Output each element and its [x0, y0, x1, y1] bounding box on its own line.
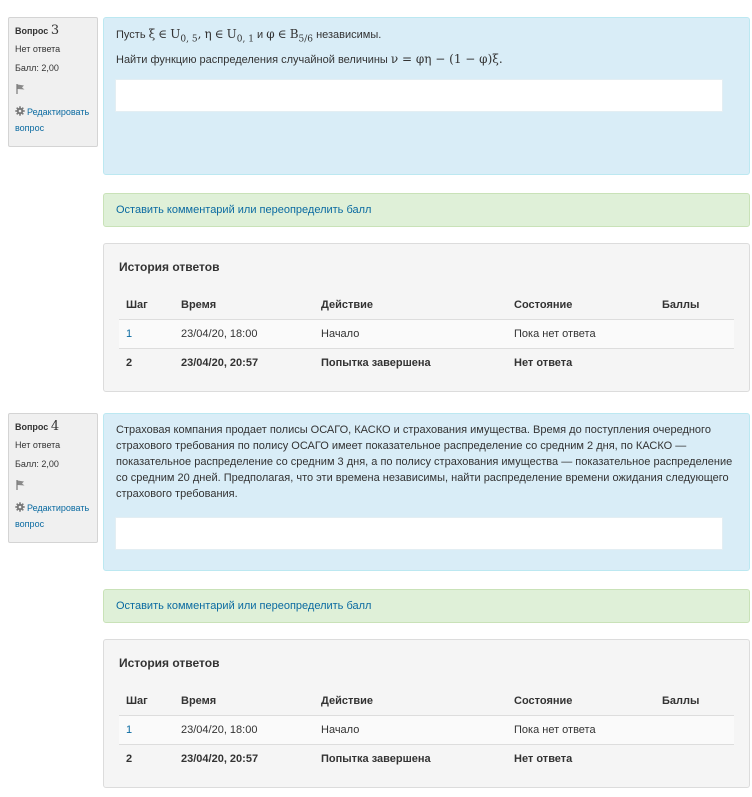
math-U05: [170, 27, 198, 45]
text-word: Пусть: [116, 29, 146, 41]
text-word: и: [257, 29, 264, 41]
edit-question-link[interactable]: [15, 500, 97, 532]
history-header-row: [119, 687, 734, 716]
col-marks: Баллы: [662, 695, 700, 707]
cell-state: Пока нет ответа: [507, 320, 655, 349]
math-xi: ξ: [148, 27, 156, 41]
question-info-4: [8, 413, 98, 543]
gear-icon: [15, 105, 25, 115]
comment-override-link[interactable]: Оставить комментарий или переопределить балл: [116, 600, 372, 612]
col-action: Действие: [321, 299, 373, 311]
question-number: [15, 24, 97, 37]
col-step: Шаг: [126, 695, 148, 707]
flag-icon[interactable]: [15, 83, 27, 95]
question-label: Вопрос: [15, 26, 49, 36]
comment-override-link[interactable]: Оставить комментарий или переопределить балл: [116, 204, 372, 216]
question-text-line-1: [116, 26, 737, 47]
math-in: ∈: [158, 27, 168, 41]
question-text: [116, 422, 737, 502]
question-text-line-2: [116, 51, 737, 68]
history-table: [119, 687, 734, 773]
math-in: ∈: [277, 27, 287, 41]
table-row: [119, 320, 734, 349]
math-B-letter: B: [289, 27, 299, 41]
cell-marks: [655, 349, 734, 378]
gear-icon: [15, 501, 25, 511]
col-time: Время: [181, 299, 217, 311]
step-link[interactable]: 1: [126, 328, 133, 340]
col-state: Состояние: [514, 695, 573, 707]
step-link[interactable]: 1: [126, 724, 133, 736]
question-state: Нет ответа: [15, 44, 61, 54]
col-time: Время: [181, 695, 217, 707]
math-sub: 5/6: [298, 34, 313, 45]
cell-step: [119, 716, 174, 745]
question-content-4: [103, 413, 750, 571]
comment-box-3: [103, 193, 750, 227]
question-state: Нет ответа: [15, 440, 61, 450]
table-row: [119, 716, 734, 745]
math-comma: ,: [197, 27, 202, 41]
math-formula: ν = φη − (1 − φ)ξ.: [390, 52, 503, 67]
cell-action: Попытка завершена: [314, 745, 507, 774]
question-content-3: [103, 17, 750, 175]
response-history-3: [103, 243, 750, 392]
table-row: [119, 349, 734, 378]
answer-field[interactable]: [115, 79, 723, 112]
question-grade: Балл: 2,00: [15, 63, 59, 73]
math-sub: 0, 5: [180, 34, 198, 45]
history-title: История ответов: [119, 260, 220, 274]
answer-field[interactable]: [115, 517, 723, 550]
response-history-4: [103, 639, 750, 788]
text-phrase: Найти функцию распределения случайной величины: [116, 54, 388, 67]
question-text-paragraph: Страховая компания продает полисы ОСАГО, КАСКО и страхования имущества. Время до поступления очередного страхового требования по полису ОСАГО имеет показательное распределение со средним 2 дня, по КАСКО — показательное распределение со средним 3 дня, а по полису страхования имущества — показательное распределение со средним 20 дней. Предполагая, что эти времена независимы, найти распределение времени ожидания следующего страхового требования.: [116, 424, 733, 500]
cell-state: Нет ответа: [507, 349, 655, 378]
question-text: [116, 26, 737, 68]
cell-time: 23/04/20, 18:00: [174, 716, 314, 745]
history-table: [119, 291, 734, 377]
history-title: История ответов: [119, 656, 220, 670]
col-state: Состояние: [514, 299, 573, 311]
col-action: Действие: [321, 695, 373, 707]
math-sub: 0, 1: [236, 34, 254, 45]
cell-step: [119, 320, 174, 349]
cell-action: Попытка завершена: [314, 349, 507, 378]
cell-marks: [655, 320, 734, 349]
math-in: ∈: [214, 27, 224, 41]
text-word: независимы.: [316, 29, 382, 41]
cell-step: 2: [119, 349, 174, 378]
cell-time: 23/04/20, 20:57: [174, 349, 314, 378]
question-grade: Балл: 2,00: [15, 459, 59, 469]
cell-state: Нет ответа: [507, 745, 655, 774]
math-U: U: [170, 27, 181, 41]
cell-step: 2: [119, 745, 174, 774]
cell-action: Начало: [314, 320, 507, 349]
math-phi: φ: [266, 27, 275, 41]
math-eta: η: [204, 27, 212, 41]
math-U01: [226, 27, 254, 45]
edit-question-label: Редактировать вопрос: [15, 107, 90, 133]
flag-icon[interactable]: [15, 479, 27, 491]
history-header-row: [119, 291, 734, 320]
cell-marks: [655, 745, 734, 774]
question-info-3: [8, 17, 98, 147]
cell-time: 23/04/20, 18:00: [174, 320, 314, 349]
table-row: [119, 745, 734, 774]
question-number: [15, 420, 97, 433]
cell-marks: [655, 716, 734, 745]
cell-time: 23/04/20, 20:57: [174, 745, 314, 774]
comment-box-4: [103, 589, 750, 623]
question-number-value: 4: [50, 419, 60, 434]
edit-question-label: Редактировать вопрос: [15, 503, 90, 529]
math-U: U: [226, 27, 237, 41]
question-label: Вопрос: [15, 422, 49, 432]
col-step: Шаг: [126, 299, 148, 311]
math-B: [289, 27, 313, 45]
col-marks: Баллы: [662, 299, 700, 311]
question-number-value: 3: [50, 23, 60, 38]
cell-state: Пока нет ответа: [507, 716, 655, 745]
edit-question-link[interactable]: [15, 104, 97, 136]
cell-action: Начало: [314, 716, 507, 745]
